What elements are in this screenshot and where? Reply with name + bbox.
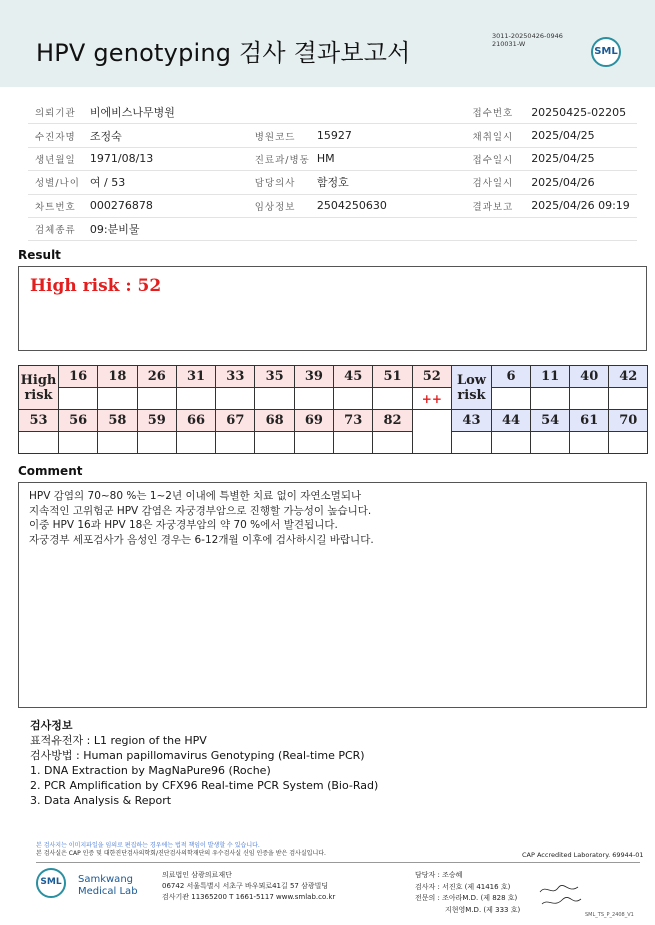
genotype-table xyxy=(18,365,648,454)
exam-info-line: 표적유전자 : L1 region of the HPV xyxy=(30,734,207,747)
genotype-cell: 44 xyxy=(491,410,530,432)
result-cell xyxy=(216,432,255,454)
genotype-cell: 67 xyxy=(216,410,255,432)
report-title: HPV genotyping 검사 결과보고서 xyxy=(36,39,411,67)
document-id: 3011-20250426-0946 210031-W xyxy=(492,32,563,48)
genotype-cell: 26 xyxy=(137,366,176,388)
comment-box xyxy=(18,482,647,708)
comment-line: 이중 HPV 16과 HPV 18은 자궁경부암의 약 70 %에서 발견됩니다. xyxy=(29,519,338,531)
result-cell xyxy=(176,432,215,454)
exam-info xyxy=(30,718,378,808)
info-row xyxy=(28,101,637,124)
genotype-cell: 16 xyxy=(59,366,98,388)
comment-line: 지속적인 고위험군 HPV 감염은 자궁경부암으로 진행할 가능성이 높습니다. xyxy=(29,504,372,517)
genotype-cell: 69 xyxy=(294,410,333,432)
result-cell xyxy=(373,388,412,410)
result-box xyxy=(18,266,647,351)
receipt-no-label: 접수번호 xyxy=(466,101,525,124)
footer-notice: 본 검사실은 CAP 인증 및 대한진단검사의학회/진단검사의학재단의 우수검사실 신임 인증을 받은 검사실입니다. xyxy=(36,850,326,857)
dob-value: 1971/08/13 xyxy=(83,147,248,170)
genotype-cell: 43 xyxy=(451,410,491,432)
result-heading: Result xyxy=(18,248,61,262)
name-value: 조정숙 xyxy=(83,124,248,147)
footer-divider xyxy=(36,862,640,863)
specimen-label: 검체종류 xyxy=(28,217,83,240)
result-cell xyxy=(137,388,176,410)
result-cell xyxy=(531,432,570,454)
doctor-value: 함정호 xyxy=(310,171,466,194)
sex-age-label: 성별/나이 xyxy=(28,171,83,194)
genotype-cell: 66 xyxy=(176,410,215,432)
result-cell xyxy=(59,432,98,454)
footer-notice-blue: 본 검사지는 이미지파일을 임의로 편집하는 경우에는 법적 책임이 발생할 수 있습니다. xyxy=(36,842,260,849)
genotype-cell: 6 xyxy=(491,366,530,388)
info-row xyxy=(28,194,637,217)
genotype-result-row xyxy=(19,432,648,454)
genotype-row xyxy=(19,366,648,388)
info-row xyxy=(28,171,637,194)
result-cell-52: ++ xyxy=(412,388,451,410)
form-code: SML_TS_P_2408_V1 xyxy=(585,912,634,918)
result-cell xyxy=(334,388,373,410)
empty-cell xyxy=(412,410,451,454)
result-cell xyxy=(609,432,648,454)
genotype-cell: 52 xyxy=(412,366,451,388)
info-row xyxy=(28,124,637,147)
high-risk-label: High risk xyxy=(19,366,59,410)
dept-label: 진료과/병동 xyxy=(248,147,310,170)
low-risk-label: Low risk xyxy=(451,366,491,410)
result-cell xyxy=(609,388,648,410)
exam-info-heading: 검사정보 xyxy=(30,719,73,732)
info-row xyxy=(28,217,637,240)
institution-value: 비에비스나무병원 xyxy=(83,101,248,124)
genotype-cell: 59 xyxy=(137,410,176,432)
result-cell xyxy=(570,432,609,454)
genotype-cell: 39 xyxy=(294,366,333,388)
received-label: 접수일시 xyxy=(466,147,525,170)
result-cell xyxy=(255,432,294,454)
collected-label: 채취일시 xyxy=(466,124,525,147)
result-cell xyxy=(19,432,59,454)
result-cell xyxy=(491,432,530,454)
dept-value: HM xyxy=(310,147,466,170)
genotype-cell: 70 xyxy=(609,410,648,432)
lab-address: 의료법인 삼광의료재단 06742 서울특별시 서초구 바우뫼로41길 57 삼광빌딩 검사기관 11365200 T 1661-5117 www.smlab.co.kr xyxy=(162,871,336,901)
genotype-cell: 61 xyxy=(570,410,609,432)
genotype-cell: 82 xyxy=(373,410,412,432)
sex-age-value: 여 / 53 xyxy=(83,171,248,194)
result-cell xyxy=(570,388,609,410)
cap-accreditation: CAP Accredited Laboratory. 69944-01 xyxy=(522,851,644,859)
footer-sml-logo: SML xyxy=(36,868,66,898)
comment-line: 자궁경부 세포검사가 음성인 경우는 6-12개월 이후에 검사하시길 바랍니다. xyxy=(29,533,374,546)
comment-line: HPV 감염의 70~80 %는 1~2년 이내에 특별한 치료 없이 자연소멸되나 xyxy=(29,490,362,502)
tested-label: 검사일시 xyxy=(466,171,525,194)
result-cell xyxy=(255,388,294,410)
info-row xyxy=(28,147,637,170)
report-header xyxy=(0,0,655,87)
lab-name: Samkwang Medical Lab xyxy=(78,874,138,897)
genotype-cell: 68 xyxy=(255,410,294,432)
clinical-label: 임상정보 xyxy=(248,194,310,217)
clinical-value: 2504250630 xyxy=(310,194,466,217)
genotype-cell: 42 xyxy=(609,366,648,388)
genotype-cell: 73 xyxy=(334,410,373,432)
specimen-value: 09:분비물 xyxy=(83,217,248,240)
result-cell xyxy=(98,388,137,410)
dob-label: 생년월일 xyxy=(28,147,83,170)
received-value: 2025/04/25 xyxy=(524,147,637,170)
genotype-cell: 53 xyxy=(19,410,59,432)
result-cell xyxy=(137,432,176,454)
chart-no-value: 000276878 xyxy=(83,194,248,217)
comment-heading: Comment xyxy=(18,464,83,478)
sml-logo: SML xyxy=(591,37,621,67)
genotype-cell: 35 xyxy=(255,366,294,388)
result-cell xyxy=(294,388,333,410)
reported-label: 결과보고 xyxy=(466,194,525,217)
result-cell xyxy=(176,388,215,410)
patient-info-table xyxy=(28,101,637,241)
genotype-row xyxy=(19,410,648,432)
reported-value: 2025/04/26 09:19 xyxy=(524,194,637,217)
tested-value: 2025/04/26 xyxy=(524,171,637,194)
lab-staff: 담당자 : 조승혜 검사자 : 서진호 (제 41416 호) 전문의 : 조아라M.D. (제 828 호) 지현영M.D. (제 333 호) xyxy=(415,871,521,914)
exam-info-line: 2. PCR Amplification by CFX96 Real-time PCR System (Bio-Rad) xyxy=(30,779,379,792)
genotype-cell: 31 xyxy=(176,366,215,388)
result-cell xyxy=(334,432,373,454)
exam-info-line: 검사방법 : Human papillomavirus Genotyping (Real-time PCR) xyxy=(30,749,365,762)
exam-info-line: 3. Data Analysis & Report xyxy=(30,794,172,807)
signature-image xyxy=(538,882,583,910)
hospital-code-value: 15927 xyxy=(310,124,466,147)
hospital-code-label: 병원코드 xyxy=(248,124,310,147)
result-cell xyxy=(531,388,570,410)
collected-value: 2025/04/25 xyxy=(524,124,637,147)
receipt-no-value: 20250425-02205 xyxy=(524,101,637,124)
genotype-cell: 33 xyxy=(216,366,255,388)
genotype-cell: 56 xyxy=(59,410,98,432)
result-cell xyxy=(216,388,255,410)
name-label: 수진자명 xyxy=(28,124,83,147)
genotype-cell: 11 xyxy=(531,366,570,388)
genotype-cell: 54 xyxy=(531,410,570,432)
genotype-cell: 51 xyxy=(373,366,412,388)
result-cell xyxy=(59,388,98,410)
result-cell xyxy=(451,432,491,454)
institution-label: 의뢰기관 xyxy=(28,101,83,124)
high-risk-summary: High risk : 52 xyxy=(30,276,162,296)
result-cell xyxy=(98,432,137,454)
genotype-cell: 45 xyxy=(334,366,373,388)
genotype-cell: 58 xyxy=(98,410,137,432)
genotype-cell: 40 xyxy=(570,366,609,388)
exam-info-line: 1. DNA Extraction by MagNaPure96 (Roche) xyxy=(30,764,271,777)
genotype-cell: 18 xyxy=(98,366,137,388)
doctor-label: 담당의사 xyxy=(248,171,310,194)
result-cell xyxy=(491,388,530,410)
genotype-result-row xyxy=(19,388,648,410)
chart-no-label: 차트번호 xyxy=(28,194,83,217)
result-cell xyxy=(373,432,412,454)
result-cell xyxy=(294,432,333,454)
